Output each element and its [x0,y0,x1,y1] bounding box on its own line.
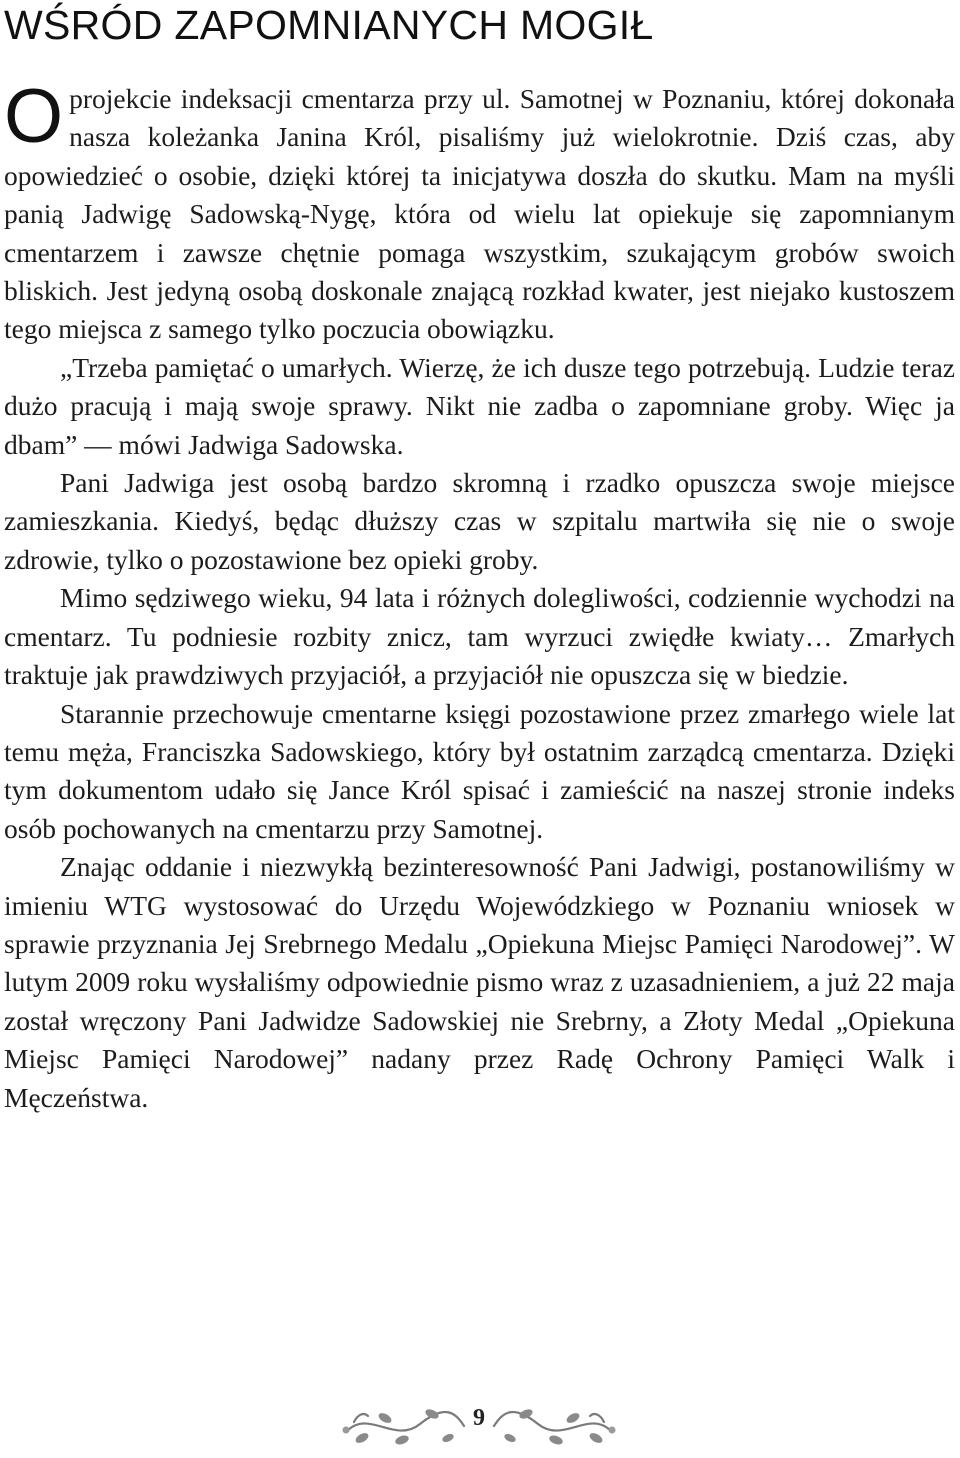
paragraph: Mimo sędziwego wieku, 94 lata i różnych dolegliwości, codziennie wychodzi na cmentarz. Tu podniesie rozbity znicz, tam wyrzuci zwiędłe kwiaty… Zmarłych traktuje jak prawdziwych przyjaciół, a przyjaciół nie opuszcza się w biedzie. [4,582,955,691]
paragraph-intro-text: projekcie indeksacji cmentarza przy ul. Samotnej w Poznaniu, której dokonała nasza koleżanka Janina Król, pisaliśmy już wielokrotnie. Dziś czas, aby opowiedzieć o osobie, dzięki której ta inicjatywa doszła do skutku. Mam na myśli panią Jadwigę Sadowską-Nygę, która od wielu lat opiekuje się zapomnianym cmentarzem i zawsze chętnie pomaga wszystkim, szukającym grobów swoich bliskich. Jest jedyną osobą doskonale znającą rozkład kwater, jest niejako kustoszem tego miejsca z samego tylko poczucia obowiązku. [4,83,955,345]
paragraph-intro [4,74,955,349]
drop-cap: O [4,74,64,159]
paragraph: Starannie przechowuje cmentarne księgi pozostawione przez zmarłego wiele lat temu męża, Franciszka Sadowskiego, który był ostatnim zarządcą cmentarza. Dzięki tym dokumentom udało się Jance Król spisać i zamieścić na naszej stronie indeks osób pochowanych na cmentarzu przy Samotnej. [4,697,955,844]
paragraph: Pani Jadwiga jest osobą bardzo skromną i rzadko opuszcza swoje miejsce zamieszkania. Kiedyś, będąc dłuższy czas w szpitalu martwiła się nie o swoje zdrowie, tylko o pozostawione bez opieki groby. [4,467,955,575]
paragraph-quote: „Trzeba pamiętać o umarłych. Wierzę, że ich dusze tego potrzebują. Ludzie teraz dużo pracują i mają swoje sprawy. Nikt nie zadba o zapomniane groby. Więc ja dbam” — mówi Jadwiga Sadowska. [4,351,955,460]
paragraph: Znając oddanie i niezwykłą bezinteresowność Pani Jadwigi, postanowiliśmy w imieniu WTG wystosować do Urzędu Wojewódzkiego w Poznaniu wniosek w sprawie przyznania Jej Srebrnego Medalu „Opiekuna Miejsc Pamięci Narodowej”. W lutym 2009 roku wysłaliśmy odpowiednie pismo wraz z uzasadnieniem, a już 22 maja został wręczony Pani Jadwidze Sadowskiej nie Srebrny, a Złoty Medal „Opiekuna Miejsc Pamięci Narodowej” nadany przez Radę Ochrony Pamięci Walk i Męczeństwa. [4,851,955,1113]
page-number: 9 [473,1405,485,1431]
page-title: WŚRÓD ZAPOMNIANYCH MOGIŁ [4,2,654,48]
article-body [4,74,955,1117]
